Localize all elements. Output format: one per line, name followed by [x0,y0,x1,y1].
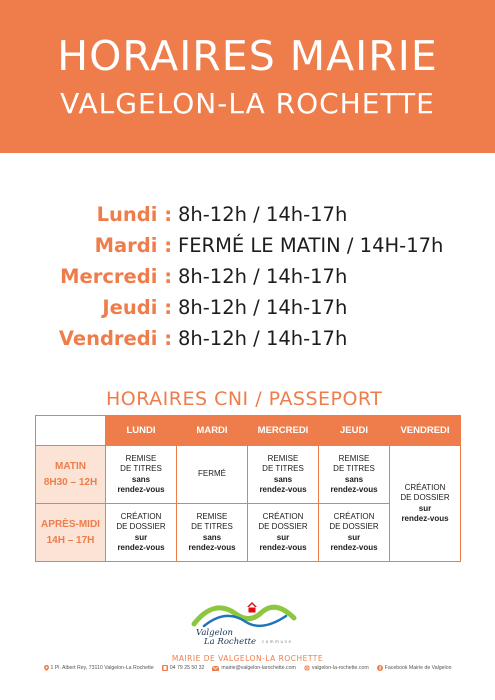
hours-row-thursday [0,292,495,323]
cell-text: sans [344,474,364,484]
column-header-friday: VENDREDI [390,416,461,446]
contact-website[interactable] [304,665,369,671]
cell-text: DE DOSSIER [400,493,450,502]
table-row-morning [36,446,461,504]
cell-thursday-morning [319,446,390,504]
contact-phone[interactable] [162,665,205,671]
column-header-tuesday: MARDI [177,416,248,446]
cell-text: FERMÉ [198,469,226,479]
contact-facebook[interactable] [377,665,452,671]
day-label: Mercredi : [60,265,172,288]
cell-text: sur [418,503,432,513]
cell-text: rendez-vous [259,543,307,552]
logo-text: La Rochette [204,637,257,646]
cell-text: sans [131,474,151,484]
hours-value: 8h-12h / 14h-17h [178,296,348,319]
row-label: APRÈS-MIDI [41,518,100,530]
footer-contacts [0,665,495,671]
mountain-logo-icon [190,596,300,646]
row-header-morning [36,446,106,504]
column-header-thursday: JEUDI [319,416,390,446]
email-text: mairie@valgelon-larochette.com [221,665,296,671]
cell-wednesday-afternoon [248,504,319,562]
header-banner [0,0,495,153]
hours-value: 8h-12h / 14h-17h [178,265,348,288]
cell-text: rendez-vous [117,485,165,494]
cell-text: DE DOSSIER [258,522,308,531]
day-label: Lundi : [96,203,172,226]
table-header-row [36,416,461,446]
table-corner [36,416,106,446]
cell-text: DE TITRES [120,464,162,473]
cell-tuesday-afternoon [177,504,248,562]
cell-text: DE DOSSIER [116,522,166,531]
hours-value: 8h-12h / 14h-17h [178,203,348,226]
logo-tagline: commune [262,639,293,644]
cell-text: DE TITRES [262,464,304,473]
phone-text: 04 79 25 50 32 [169,665,205,671]
cell-text: rendez-vous [117,543,165,552]
cell-text: rendez-vous [259,485,307,494]
cell-text: rendez-vous [401,514,449,523]
cell-text: DE TITRES [191,522,233,531]
cell-text: sur [347,532,361,542]
cell-text: CRÉATION [404,482,446,492]
cell-tuesday-morning [177,446,248,504]
contact-address [44,665,154,671]
cell-text: REMISE [267,453,299,463]
cell-monday-afternoon [106,504,177,562]
hours-value: 8h-12h / 14h-17h [178,327,348,350]
globe-icon [304,665,310,671]
cell-text: rendez-vous [330,485,378,494]
day-label: Jeudi : [102,296,172,319]
row-time: 8H30 – 12H [43,476,98,488]
cell-text: REMISE [196,511,228,521]
day-label: Vendredi : [58,327,172,350]
page-title: HORAIRES MAIRIE [57,32,438,80]
hours-row-friday [0,323,495,354]
hours-value: FERMÉ LE MATIN / 14H-17h [178,234,444,257]
location-pin-icon [44,665,49,671]
cell-monday-morning [106,446,177,504]
cell-text: sur [276,532,290,542]
page-subtitle: VALGELON-LA ROCHETTE [60,87,435,120]
cni-section-title: HORAIRES CNI / PASSEPORT [106,388,383,410]
website-text: valgelon-la-rochette.com [311,665,369,671]
cell-text: REMISE [338,453,370,463]
cell-text: DE TITRES [333,464,375,473]
logo-text: Valgelon [196,628,233,638]
cell-text: sans [202,532,222,542]
cell-thursday-afternoon [319,504,390,562]
cell-text: CRÉATION [120,511,162,521]
cell-text: sans [273,474,293,484]
day-label: Mardi : [94,234,172,257]
contact-email[interactable] [212,665,295,671]
cell-wednesday-morning [248,446,319,504]
row-label: MATIN [55,460,86,472]
cell-text: REMISE [125,453,157,463]
mail-icon [212,666,219,671]
opening-hours-list [0,199,495,354]
phone-icon [162,665,168,671]
footer-title: MAIRIE DE VALGELON-LA ROCHETTE [171,654,324,663]
hours-row-monday [0,199,495,230]
facebook-icon [377,665,383,671]
cni-schedule-table [35,415,461,562]
address-text: 1 Pl. Albert Rey, 73110 Valgelon-La Rochette [50,665,154,671]
cell-text: CRÉATION [333,511,375,521]
hours-row-tuesday [0,230,495,261]
column-header-wednesday: MERCREDI [248,416,319,446]
cell-text: DE DOSSIER [329,522,379,531]
cell-friday-all-day [390,446,461,562]
town-logo [190,596,300,646]
facebook-text: Facebook Mairie de Valgelon [384,665,452,671]
cell-text: sur [134,532,148,542]
cell-text: rendez-vous [330,543,378,552]
cell-text: CRÉATION [262,511,304,521]
row-time: 14H – 17H [46,534,95,546]
cell-text: rendez-vous [188,543,236,552]
column-header-monday: LUNDI [106,416,177,446]
hours-row-wednesday [0,261,495,292]
row-header-afternoon [36,504,106,562]
